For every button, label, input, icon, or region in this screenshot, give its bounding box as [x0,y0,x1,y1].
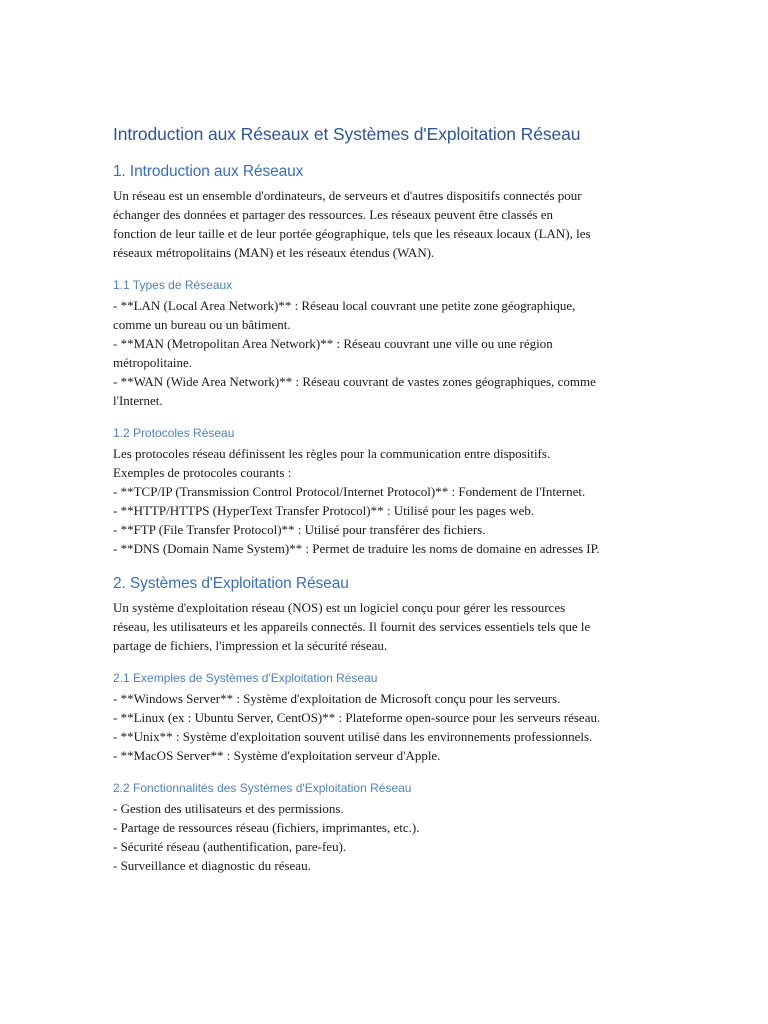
paragraph-line: Un système d'exploitation réseau (NOS) est un logiciel conçu pour gérer les ressources [113,600,566,615]
list-item: l'Internet. [113,393,163,408]
subsection-2-2-body [113,799,658,875]
list-item: - **LAN (Local Area Network)** : Réseau local couvrant une petite zone géographique, [113,298,576,313]
paragraph-line: réseau, les utilisateurs et les appareils connectés. Il fournit des services essentiels tels que le [113,619,591,634]
list-item: Exemples de protocoles courants : [113,465,292,480]
document-title: Introduction aux Réseaux et Systèmes d'Exploitation Réseau [113,124,581,144]
subsection-heading-1-2: 1.2 Protocoles Réseau [113,426,235,440]
subsection-heading-2-2: 2.2 Fonctionnalités des Systèmes d'Exploitation Réseau [113,781,412,795]
list-item: - **WAN (Wide Area Network)** : Réseau couvrant de vastes zones géographiques, comme [113,374,596,389]
subsection-2-1-body [113,689,658,765]
paragraph-line: partage de fichiers, l'impression et la sécurité réseau. [113,638,388,653]
section-heading-1: 1. Introduction aux Réseaux [113,163,304,180]
list-item: - **Linux (ex : Ubuntu Server, CentOS)** : Plateforme open-source pour les serveurs réseau. [113,710,601,725]
subsection-1-2-body [113,444,658,558]
list-item: - Sécurité réseau (authentification, pare-feu). [113,839,347,854]
paragraph-line: fonction de leur taille et de leur portée géographique, tels que les réseaux locaux (LAN), les [113,226,591,241]
paragraph-line: Un réseau est un ensemble d'ordinateurs, de serveurs et d'autres dispositifs connectés pour [113,188,582,203]
subsection-heading-2-1: 2.1 Exemples de Systèmes d'Exploitation Réseau [113,671,378,685]
list-item: - **Windows Server** : Système d'exploitation de Microsoft conçu pour les serveurs. [113,691,561,706]
list-item: - Partage de ressources réseau (fichiers, imprimantes, etc.). [113,820,420,835]
list-item: - **Unix** : Système d'exploitation souvent utilisé dans les environnements professionnels. [113,729,593,744]
section-1-intro [113,186,658,262]
list-item: - **HTTP/HTTPS (HyperText Transfer Protocol)** : Utilisé pour les pages web. [113,503,535,518]
list-item: - **DNS (Domain Name System)** : Permet de traduire les noms de domaine en adresses IP. [113,541,600,556]
list-item: - **MAN (Metropolitan Area Network)** : Réseau couvrant une ville ou une région [113,336,553,351]
section-heading-2: 2. Systèmes d'Exploitation Réseau [113,575,349,592]
section-2-intro [113,598,658,655]
subsection-1-1-body [113,296,658,410]
list-item: - Surveillance et diagnostic du réseau. [113,858,311,873]
list-item: Les protocoles réseau définissent les règles pour la communication entre dispositifs. [113,446,551,461]
list-item: - **MacOS Server** : Système d'exploitation serveur d'Apple. [113,748,441,763]
paragraph-line: réseaux métropolitains (MAN) et les réseaux étendus (WAN). [113,245,435,260]
list-item: - **FTP (File Transfer Protocol)** : Utilisé pour transférer des fichiers. [113,522,486,537]
document-page [113,120,658,889]
list-item: métropolitaine. [113,355,193,370]
subsection-heading-1-1: 1.1 Types de Réseaux [113,278,233,292]
list-item: comme un bureau ou un bâtiment. [113,317,291,332]
list-item: - **TCP/IP (Transmission Control Protocol/Internet Protocol)** : Fondement de l'Internet. [113,484,586,499]
paragraph-line: échanger des données et partager des ressources. Les réseaux peuvent être classés en [113,207,553,222]
list-item: - Gestion des utilisateurs et des permissions. [113,801,344,816]
